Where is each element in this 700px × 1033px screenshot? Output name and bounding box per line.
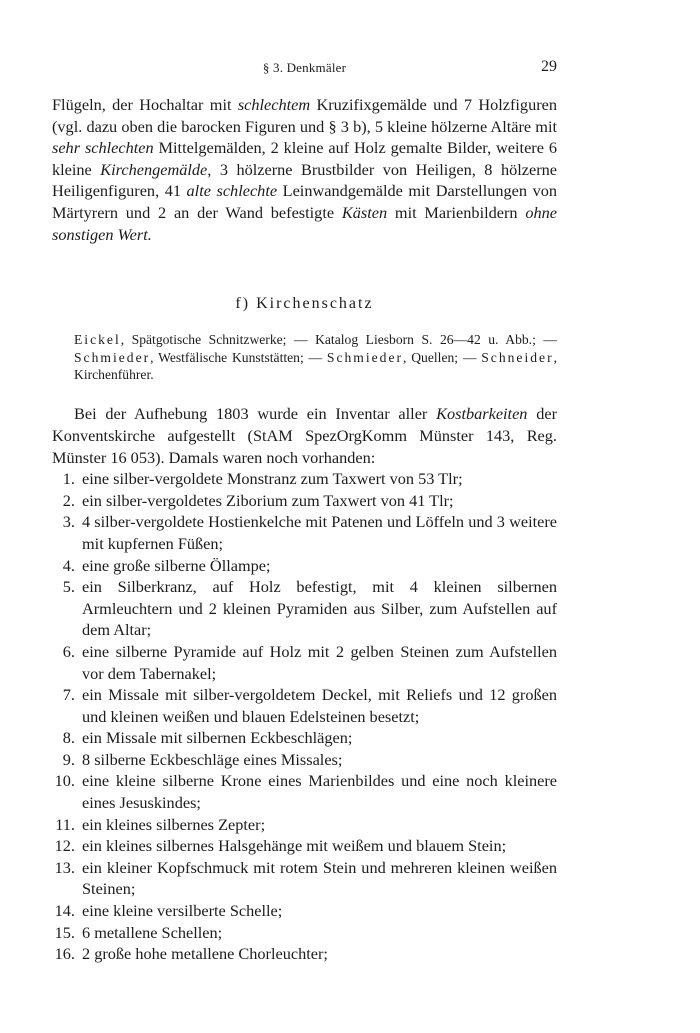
list-item-number: 9. <box>62 749 75 769</box>
list-item-text: ein kleines silbernes Zepter; <box>82 814 266 834</box>
text-run: Leinwandgemälde mit Darstellungen von Märtyrern und 2 an der Wand befestigte <box>52 181 557 222</box>
list-item-number: 10. <box>54 771 75 791</box>
text-run: Bei der Aufhebung 1803 wurde ein Inventar aller <box>74 404 437 424</box>
emphasis: sehr schlechten <box>52 138 154 158</box>
text-run: 3 hölzerne Brustbilder von Heiligen, 8 hölzerne Heiligenfiguren, 41 <box>52 159 557 201</box>
list-item-number: 5. <box>62 577 75 597</box>
list-item-number: 16. <box>54 944 75 964</box>
list-item-number: 7. <box>62 685 75 705</box>
list-item-text: eine kleine silberne Krone eines Marienbildes und eine noch kleinere eines Jesuskindes; <box>82 771 557 813</box>
text-run: Kruzifixgemälde und 7 Holzfiguren (vgl. dazu oben die barocken Figuren und § 3 b), 5 kleine hölzerne Altäre mit <box>52 95 557 136</box>
list-item-text: 8 silberne Eckbeschläge eines Missales; <box>82 749 343 769</box>
emphasis: Kästen <box>341 202 388 222</box>
author-name: Eickel <box>74 332 121 348</box>
paragraph-continued <box>52 94 557 245</box>
list-item-number: 6. <box>62 641 75 661</box>
list-item-text: 6 metallene Schellen; <box>82 922 223 942</box>
list-item <box>52 749 557 771</box>
list-item <box>52 857 557 900</box>
list-item-text: ein Missale mit silber-vergoldetem Deckel, mit Reliefs und 12 großen und kleinen weißen und blauen Edelsteinen besetzt; <box>82 685 557 726</box>
author-name: Schmieder <box>326 349 404 365</box>
list-item-text: 4 silber-vergoldete Hostienkelche mit Patenen und Löffeln und 3 weitere mit kupfernen Füßen; <box>82 512 557 553</box>
list-item <box>52 555 557 577</box>
bibliography <box>74 331 557 383</box>
list-item-number: 4. <box>62 555 75 575</box>
emphasis: alte schlechte <box>186 181 278 201</box>
list-item-text: ein silber-vergoldetes Ziborium zum Taxwert von 41 Tlr; <box>82 490 454 510</box>
list-item-number: 12. <box>54 836 75 856</box>
list-item-text: ein Missale mit silbernen Eckbeschlägen; <box>82 728 353 748</box>
list-item-number: 13. <box>54 857 75 877</box>
list-item <box>52 468 557 490</box>
list-item <box>52 814 557 836</box>
text-run: der Konventskirche aufgestellt (StAM SpezOrgKomm Münster 143, Reg. Münster 16 053). Damals waren noch vorhanden: <box>52 404 557 467</box>
page-header <box>52 58 557 80</box>
page-body <box>52 94 557 965</box>
list-item-number: 11. <box>55 814 75 834</box>
author-name: Schmieder <box>74 349 151 365</box>
list-item <box>52 511 557 554</box>
list-item-number: 15. <box>54 922 75 942</box>
list-item-text: ein kleines silbernes Halsgehänge mit weißem und blauem Stein; <box>82 836 507 856</box>
list-item-number: 14. <box>54 901 75 921</box>
list-item-text: 2 große hohe metallene Chorleuchter; <box>82 944 328 964</box>
emphasis: ohne sonstigen Wert. <box>52 202 557 244</box>
paragraph-inventory-intro <box>52 403 557 468</box>
text-run: Flügeln, der Hochaltar mit <box>52 95 238 114</box>
list-item-number: 3. <box>62 512 75 532</box>
list-item-text: ein kleiner Kopfschmuck mit rotem Stein und mehreren kleinen weißen Steinen; <box>82 857 557 899</box>
list-item <box>52 727 557 749</box>
text-run: , Westfälische Kunststätten; — <box>150 349 327 365</box>
list-item <box>52 943 557 965</box>
text-run: , Quellen; — <box>403 349 482 365</box>
list-item <box>52 490 557 512</box>
inventory-list <box>52 468 557 965</box>
list-item <box>52 770 557 813</box>
page-number: 29 <box>541 58 557 75</box>
list-item-number: 8. <box>62 728 75 748</box>
list-item-number: 1. <box>62 469 75 489</box>
list-item <box>52 576 557 641</box>
list-item-text: eine silberne Pyramide auf Holz mit 2 gelben Steinen zum Aufstellen vor dem Tabernakel; <box>82 641 557 683</box>
text-run: Mittelgemälden, 2 kleine auf Holz gemalte Bilder, weitere 6 kleine <box>52 138 557 179</box>
list-item <box>52 900 557 922</box>
list-item-text: eine große silberne Öllampe; <box>82 555 271 575</box>
list-item-text: eine silber-vergoldete Monstranz zum Taxwert von 53 Tlr; <box>82 469 463 489</box>
section-heading: f) Kirchenschatz <box>235 295 374 313</box>
list-item <box>52 684 557 727</box>
text-run: , Spätgotische Schnitzwerke; — Katalog Liesborn S. 26—42 u. Abb.; — <box>120 332 557 348</box>
author-name: Schneider <box>481 349 554 365</box>
emphasis: schlechtem <box>237 95 311 114</box>
list-item <box>52 922 557 944</box>
list-item-text: eine kleine versilberte Schelle; <box>82 901 283 921</box>
list-item-number: 2. <box>62 490 75 510</box>
list-item-text: ein Silberkranz, auf Holz befestigt, mit 4 kleinen silbernen Armleuchtern und 2 kleinen Pyramiden aus Silber, zum Aufstellen auf dem Altar; <box>82 577 557 640</box>
list-item <box>52 641 557 684</box>
text-run: , Kirchenführer. <box>74 349 557 382</box>
list-item <box>52 835 557 857</box>
text-run: mit Marienbildern <box>387 202 526 222</box>
emphasis: Kirchengemälde, <box>100 159 212 179</box>
emphasis: Kostbarkeiten <box>436 404 528 424</box>
running-head: § 3. Denkmäler <box>262 60 347 75</box>
